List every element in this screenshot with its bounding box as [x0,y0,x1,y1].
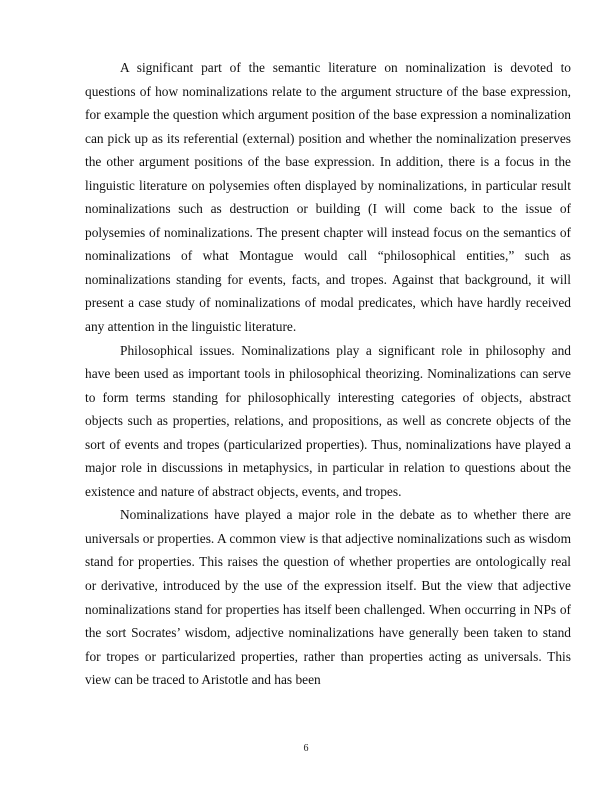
paragraph-nominalization-semantics: A significant part of the semantic literature on nominalization is devoted to questions of how nominalizations relate to the argument structure of the base expression, for example the question which argument position of the base expression a nominalization can pick up as its referential (external) position and whether the nominalization preserves the other argument positions of the base expression. In addition, there is a focus in the linguistic literature on polysemies often displayed by nominalizations, in particular result nominalizations such as destruction or building (I will come back to the issue of polysemies of nominalizations. The present chapter will instead focus on the semantics of nominalizations of what Montague would call “philosophical entities,” such as nominalizations standing for events, facts, and tropes. Against that background, it will present a case study of nominalizations of modal predicates, which have hardly received any attention in the linguistic literature. [85,60,571,335]
page-number: 6 [303,743,309,754]
paragraph-universals-properties: Nominalizations have played a major role in the debate as to whether there are universals or properties. A common view is that adjective nominalizations such as wisdom stand for properties. This raises the question of whether properties are ontologically real or derivative, introduced by the use of the expression itself. But the view that adjective nominalizations stand for properties has itself been challenged. When occurring in NPs of the sort Socrates’ wisdom, adjective nominalizations have generally been taken to stand for tropes or particularized properties, rather than properties acting as universals. This view can be traced to Aristotle and has been [85,507,571,688]
body-text [85,56,571,692]
paragraph-philosophical-issues: Philosophical issues. Nominalizations play a significant role in philosophy and have been used as important tools in philosophical theorizing. Nominalizations can serve to form terms standing for philosophically interesting categories of objects, abstract objects such as properties, relations, and propositions, as well as concrete objects of the sort of events and tropes (particularized properties). Thus, nominalizations have played a major role in discussions in metaphysics, in particular in relation to questions about the existence and nature of abstract objects, events, and tropes. [85,342,571,499]
